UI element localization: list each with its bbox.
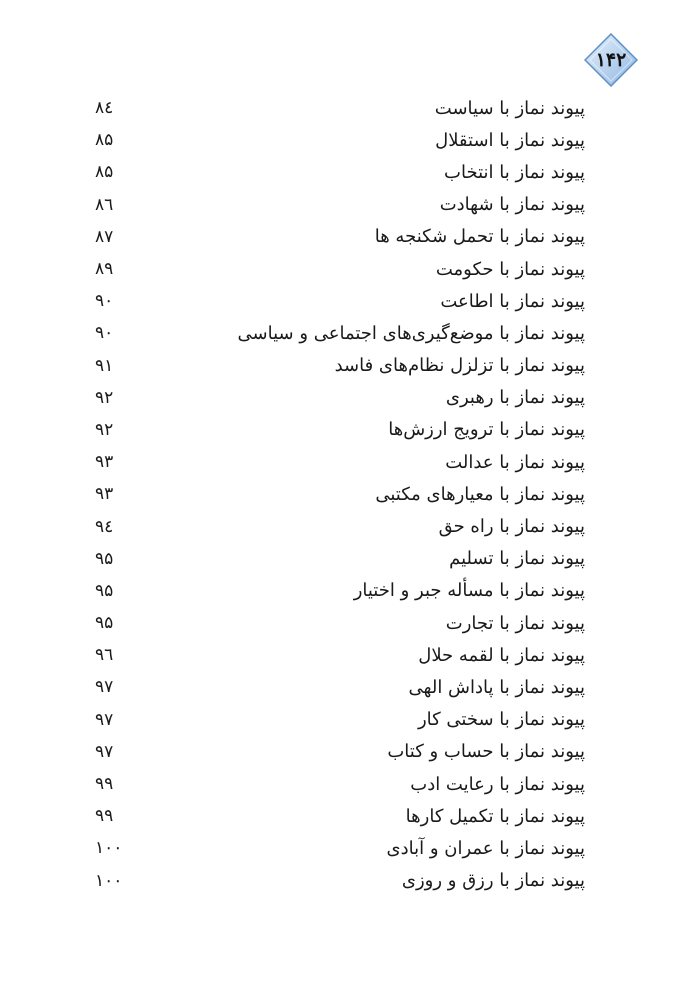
toc-entry-title: پیوند نماز با رهبری (445, 387, 585, 409)
toc-entry-title: پیوند نماز با تحمل شکنجه ها (374, 226, 585, 248)
toc-entry-title: پیوند نماز با پاداش الهی (408, 676, 585, 698)
toc-entry (95, 446, 585, 478)
toc-entry-page-number: ۹۳ (95, 484, 114, 505)
toc-entry (95, 156, 585, 188)
toc-entry-title: پیوند نماز با لقمه حلال (418, 644, 585, 666)
toc-entry (95, 478, 585, 510)
toc-entry-page-number: ۹۷ (95, 709, 114, 730)
toc-entry-page-number: ۸۹ (95, 259, 114, 280)
toc-entry-title: پیوند نماز با اطاعت (440, 290, 585, 312)
toc-entry-page-number: ۹۰ (95, 323, 114, 344)
toc-entry-title: پیوند نماز با رزق و روزی (401, 870, 585, 892)
toc-entry-page-number: ۹٤ (95, 516, 114, 537)
toc-entry-page-number: ۹۱ (95, 355, 114, 376)
toc-entry-page-number: ۹۹ (95, 774, 114, 795)
toc-entry (95, 317, 585, 349)
toc-entry-page-number: ۹۲ (95, 419, 114, 440)
toc-entry (95, 736, 585, 768)
toc-entry (95, 350, 585, 382)
toc-entry (95, 800, 585, 832)
toc-entry-title: پیوند نماز با حساب و کتاب (387, 741, 585, 763)
toc-entry-page-number: ۸٤ (95, 98, 114, 119)
toc-entry-page-number: ۹۳ (95, 452, 114, 473)
toc-entry-title: پیوند نماز با عمران و آبادی (386, 837, 585, 859)
toc-entry (95, 639, 585, 671)
toc-entry-title: پیوند نماز با راه حق (438, 516, 585, 538)
page-number-badge (584, 33, 638, 87)
toc-entry-title: پیوند نماز با عدالت (445, 451, 585, 473)
toc-entry (95, 382, 585, 414)
toc-entry-title: پیوند نماز با تجارت (445, 612, 585, 634)
toc-entry-page-number: ۸٦ (95, 194, 114, 215)
toc-entry-title: پیوند نماز با معیارهای مکتبی (375, 483, 585, 505)
toc-entry-title: پیوند نماز با سیاست (434, 97, 585, 119)
toc-entry-page-number: ۹٦ (95, 645, 114, 666)
toc-entry-title: پیوند نماز با انتخاب (444, 161, 585, 183)
toc-entry-title: پیوند نماز با تزلزل نظام‌های فاسد (334, 355, 585, 377)
toc-entry (95, 189, 585, 221)
toc-entry-title: پیوند نماز با ترویج ارزش‌ها (388, 419, 585, 441)
toc-entry (95, 285, 585, 317)
toc-entry (95, 543, 585, 575)
toc-entry (95, 575, 585, 607)
toc-entry-title: پیوند نماز با رعایت ادب (410, 773, 585, 795)
toc-entry (95, 671, 585, 703)
toc-entry-title: پیوند نماز با تکمیل کارها (405, 805, 585, 827)
toc-entry-page-number: ۸۵ (95, 130, 114, 151)
page-number: ۱۴۲ (595, 49, 627, 71)
toc-entry (95, 510, 585, 542)
toc-entry (95, 832, 585, 864)
table-of-contents (95, 92, 585, 897)
toc-entry-title: پیوند نماز با تسلیم (449, 548, 585, 570)
toc-entry-page-number: ۹۵ (95, 613, 114, 634)
toc-entry (95, 865, 585, 897)
toc-entry-page-number: ۹۲ (95, 387, 114, 408)
toc-entry-page-number: ۹۰ (95, 291, 114, 312)
toc-entry (95, 221, 585, 253)
toc-entry-page-number: ۹۵ (95, 548, 114, 569)
toc-entry-page-number: ۱۰۰ (95, 870, 123, 891)
toc-entry-page-number: ۹۵ (95, 580, 114, 601)
toc-entry-title: پیوند نماز با مسأله جبر و اختیار (353, 580, 585, 602)
toc-entry-page-number: ۹۷ (95, 677, 114, 698)
toc-entry-page-number: ۸۷ (95, 226, 114, 247)
toc-entry-title: پیوند نماز با موضع‌گیری‌های اجتماعی و سیاسی (237, 322, 585, 344)
toc-entry (95, 124, 585, 156)
toc-entry-title: پیوند نماز با حکومت (435, 258, 585, 280)
toc-entry-title: پیوند نماز با سختی کار (417, 709, 585, 731)
toc-entry (95, 768, 585, 800)
toc-entry-page-number: ۸۵ (95, 162, 114, 183)
toc-entry-title: پیوند نماز با شهادت (439, 194, 585, 216)
toc-entry (95, 704, 585, 736)
toc-entry-page-number: ۹۷ (95, 741, 114, 762)
toc-entry (95, 607, 585, 639)
toc-entry (95, 414, 585, 446)
toc-entry-page-number: ۹۹ (95, 806, 114, 827)
toc-entry-page-number: ۱۰۰ (95, 838, 123, 859)
toc-entry (95, 253, 585, 285)
toc-entry (95, 92, 585, 124)
toc-entry-title: پیوند نماز با استقلال (435, 129, 585, 151)
